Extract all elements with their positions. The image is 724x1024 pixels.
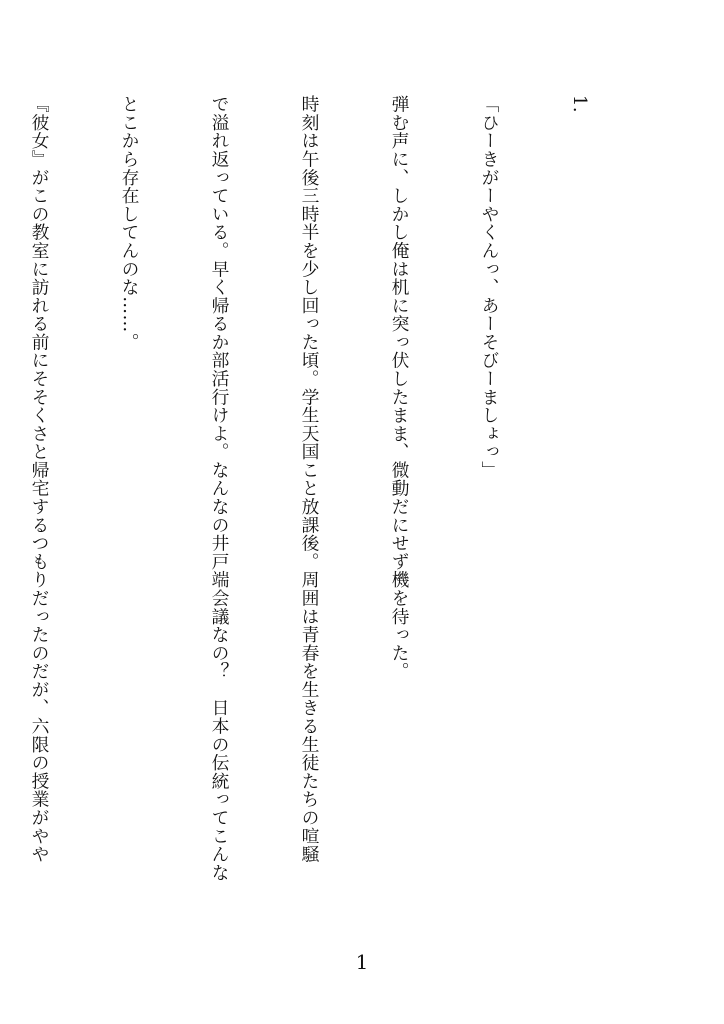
chapter-heading: 1. bbox=[569, 95, 590, 113]
text-line: とこから存在してんのな……。 bbox=[119, 95, 140, 352]
page-number: 1 bbox=[355, 950, 369, 974]
text-line: 弾む声に、しかし俺は机に突っ伏したまま、微動だにせず機を待った。 bbox=[389, 95, 410, 681]
text-line: 時刻は午後三時半を少し回った頃。学生天国こと放課後。周囲は青春を生きる生徒たちの喧騒 bbox=[299, 95, 320, 864]
text-line: 「ひーきがーやくんっ、あーそびーましょっ」 bbox=[479, 95, 500, 480]
text-line: 『彼女』がこの教室に訪れる前にそそくさと帰宅するつもりだったのだが、六限の授業がやや bbox=[29, 95, 50, 864]
text-line: で溢れ返っている。早く帰るか部活行けよ。なんなの井戸端会議なの？ 日本の伝統ってこんな bbox=[209, 95, 230, 882]
vertical-text-block bbox=[0, 95, 654, 915]
